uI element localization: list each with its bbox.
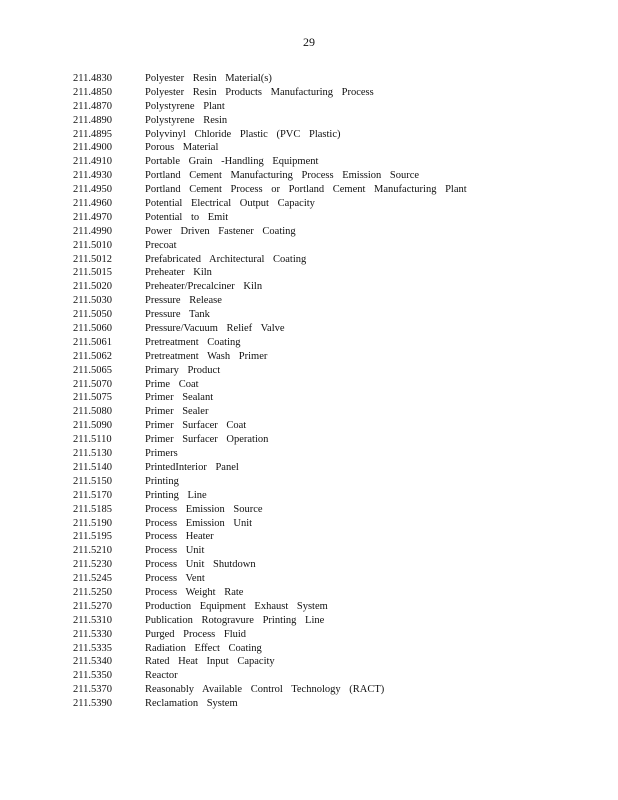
- list-item: [73, 586, 603, 600]
- section-number: 211.5030: [73, 295, 112, 307]
- defined-term: Prime Coat: [145, 378, 199, 390]
- list-item: [73, 433, 603, 447]
- list-item: [73, 253, 603, 267]
- section-number: 211.5350: [73, 670, 112, 682]
- defined-term: Rated Heat Input Capacity: [145, 656, 275, 668]
- defined-term: Potential to Emit: [145, 211, 229, 223]
- list-item: [73, 669, 603, 683]
- list-item: [73, 211, 603, 225]
- defined-term: Reasonably Available Control Technology (RACT): [145, 684, 385, 696]
- list-item: [73, 461, 603, 475]
- defined-term: Power Driven Fastener Coating: [145, 225, 296, 237]
- section-number: 211.5020: [73, 281, 112, 293]
- list-item: [73, 322, 603, 336]
- section-number: 211.4850: [73, 86, 112, 98]
- list-item: [73, 266, 603, 280]
- defined-term: Prefabricated Architectural Coating: [145, 253, 307, 265]
- defined-term: Primer Sealant: [145, 392, 214, 404]
- defined-term: Production Equipment Exhaust System: [145, 600, 328, 612]
- section-number: 211.5150: [73, 475, 112, 487]
- section-number: 211.4890: [73, 114, 112, 126]
- page-number: 29: [303, 35, 315, 49]
- section-number: 211.4910: [73, 156, 112, 168]
- section-number: 211.4870: [73, 100, 112, 112]
- defined-term: Portland Cement Manufacturing Process Emission Source: [145, 170, 420, 182]
- defined-term: Process Vent: [145, 573, 205, 585]
- list-item: [73, 225, 603, 239]
- list-item: [73, 239, 603, 253]
- list-item: [73, 530, 603, 544]
- section-number: 211.4950: [73, 184, 112, 196]
- section-number: 211.5230: [73, 559, 112, 571]
- defined-term: Pretreatment Wash Primer: [145, 350, 268, 362]
- defined-term: Pressure Tank: [145, 309, 210, 321]
- list-item: [73, 628, 603, 642]
- defined-term: Potential Electrical Output Capacity: [145, 198, 315, 210]
- section-number: 211.5010: [73, 239, 112, 251]
- list-item: [73, 475, 603, 489]
- defined-term: Purged Process Fluid: [145, 628, 247, 640]
- defined-term: Porous Material: [145, 142, 219, 154]
- section-number: 211.5065: [73, 364, 112, 376]
- list-item: [73, 558, 603, 572]
- section-number: 211.5070: [73, 378, 112, 390]
- defined-term: Polyvinyl Chloride Plastic (PVC Plastic): [145, 128, 341, 140]
- section-number: 211.5060: [73, 323, 112, 335]
- section-number: 211.5190: [73, 517, 112, 529]
- section-number: 211.5390: [73, 698, 112, 710]
- definitions-list: [73, 72, 603, 711]
- section-number: 211.5061: [73, 336, 112, 348]
- section-number: 211.4960: [73, 198, 112, 210]
- list-item: [73, 280, 603, 294]
- section-number: 211.4930: [73, 170, 112, 182]
- defined-term: Polyester Resin Products Manufacturing Process: [145, 86, 374, 98]
- list-item: [73, 364, 603, 378]
- list-item: [73, 642, 603, 656]
- list-item: [73, 308, 603, 322]
- defined-term: Pressure Release: [145, 295, 222, 307]
- section-number: 211.5195: [73, 531, 112, 543]
- defined-term: Process Unit: [145, 545, 205, 557]
- section-number: 211.5185: [73, 503, 112, 515]
- list-item: [73, 419, 603, 433]
- section-number: 211.5170: [73, 489, 112, 501]
- defined-term: Process Emission Source: [145, 503, 263, 515]
- list-item: [73, 128, 603, 142]
- defined-term: Pressure/Vacuum Relief Valve: [145, 323, 285, 335]
- defined-term: Primer Sealer: [145, 406, 209, 418]
- defined-term: Process Heater: [145, 531, 214, 543]
- section-number: 211.5245: [73, 573, 112, 585]
- defined-term: Preheater Kiln: [145, 267, 212, 279]
- defined-term: Publication Rotogravure Printing Line: [145, 614, 325, 626]
- section-number: 211.4970: [73, 211, 112, 223]
- section-number: 211.5050: [73, 309, 112, 321]
- section-number: 211.5270: [73, 600, 112, 612]
- defined-term: Polystyrene Plant: [145, 100, 225, 112]
- list-item: [73, 336, 603, 350]
- list-item: [73, 572, 603, 586]
- list-item: [73, 197, 603, 211]
- list-item: [73, 100, 603, 114]
- list-item: [73, 169, 603, 183]
- defined-term: Reactor: [145, 670, 178, 682]
- section-number: 211.5330: [73, 628, 112, 640]
- defined-term: Polystyrene Resin: [145, 114, 228, 126]
- list-item: [73, 405, 603, 419]
- defined-term: Polyester Resin Material(s): [145, 73, 272, 84]
- section-number: 211.4830: [73, 73, 112, 84]
- section-number: 211.5075: [73, 392, 112, 404]
- section-number: 211.5130: [73, 448, 112, 460]
- list-item: [73, 141, 603, 155]
- defined-term: Primers: [145, 448, 178, 460]
- list-item: [73, 155, 603, 169]
- list-item: [73, 614, 603, 628]
- list-item: [73, 378, 603, 392]
- defined-term: Primary Product: [145, 364, 221, 376]
- defined-term: PrintedInterior Panel: [145, 461, 239, 473]
- list-item: [73, 294, 603, 308]
- section-number: 211.5080: [73, 406, 112, 418]
- section-number: 211.5062: [73, 350, 112, 362]
- defined-term: Reclamation System: [145, 698, 238, 710]
- defined-term: Process Unit Shutdown: [145, 559, 256, 571]
- section-number: 211.5340: [73, 656, 112, 668]
- list-item: [73, 72, 603, 86]
- section-number: 211.5140: [73, 461, 112, 473]
- list-item: [73, 86, 603, 100]
- list-item: [73, 697, 603, 711]
- defined-term: Printing: [145, 475, 179, 487]
- section-number: 211.5090: [73, 420, 112, 432]
- defined-term: Process Emission Unit: [145, 517, 253, 529]
- section-number: 211.5110: [73, 434, 112, 446]
- defined-term: Process Weight Rate: [145, 586, 244, 598]
- list-item: [73, 683, 603, 697]
- defined-term: Precoat: [145, 239, 177, 251]
- section-number: 211.5250: [73, 586, 112, 598]
- list-item: [73, 489, 603, 503]
- list-item: [73, 655, 603, 669]
- list-item: [73, 544, 603, 558]
- defined-term: Radiation Effect Coating: [145, 642, 262, 654]
- defined-term: Primer Surfacer Operation: [145, 434, 269, 446]
- section-number: 211.4900: [73, 142, 112, 154]
- section-number: 211.5012: [73, 253, 112, 265]
- list-item: [73, 447, 603, 461]
- defined-term: Portland Cement Process or Portland Cement Manufacturing Plant: [145, 184, 467, 196]
- defined-term: Portable Grain -Handling Equipment: [145, 156, 319, 168]
- list-item: [73, 183, 603, 197]
- list-item: [73, 517, 603, 531]
- defined-term: Printing Line: [145, 489, 207, 501]
- section-number: 211.4990: [73, 225, 112, 237]
- list-item: [73, 503, 603, 517]
- defined-term: Preheater/Precalciner Kiln: [145, 281, 263, 293]
- section-number: 211.5335: [73, 642, 112, 654]
- list-item: [73, 600, 603, 614]
- list-item: [73, 114, 603, 128]
- section-number: 211.5310: [73, 614, 112, 626]
- section-number: 211.5210: [73, 545, 112, 557]
- section-number: 211.5015: [73, 267, 112, 279]
- section-number: 211.5370: [73, 684, 112, 696]
- list-item: [73, 350, 603, 364]
- defined-term: Pretreatment Coating: [145, 336, 241, 348]
- defined-term: Primer Surfacer Coat: [145, 420, 247, 432]
- list-item: [73, 391, 603, 405]
- section-number: 211.4895: [73, 128, 112, 140]
